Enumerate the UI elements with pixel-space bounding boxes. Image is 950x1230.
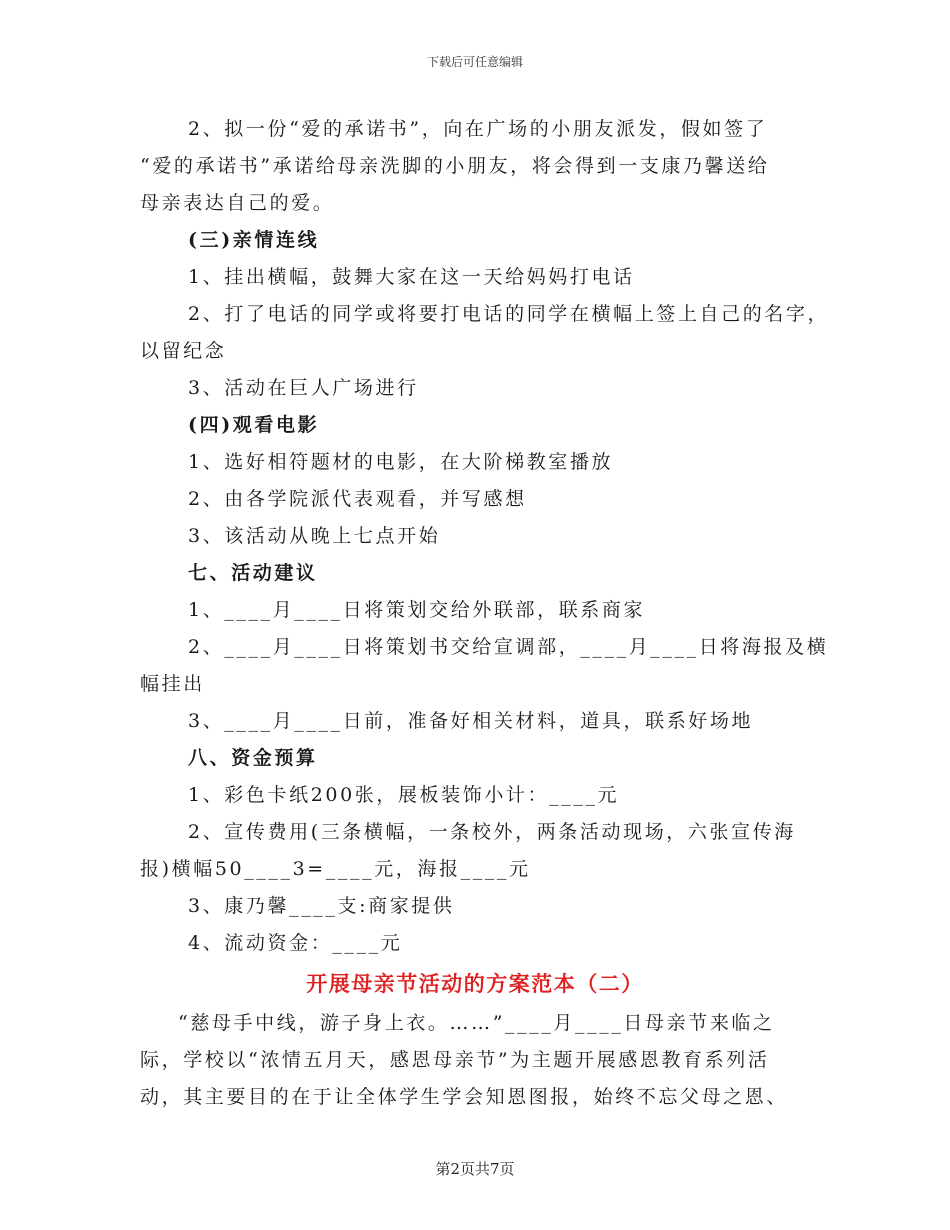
text-line: 2、打了电话的同学或将要打电话的同学在横幅上签上自己的名字， bbox=[188, 303, 830, 325]
text-line: 1、____月____日将策划交给外联部，联系商家 bbox=[188, 599, 646, 621]
page-header: 下载后可任意编辑 bbox=[426, 55, 523, 69]
text-line: 2、拟一份“爱的承诺书”，向在广场的小朋友派发，假如签了 bbox=[188, 118, 768, 140]
section-heading: 七、活动建议 bbox=[188, 562, 318, 584]
text-line: 1、彩色卡纸200张，展板装饰小计：____元 bbox=[188, 784, 620, 806]
subsection-heading: (四)观看电影 bbox=[188, 414, 320, 436]
subsection-heading: (三)亲情连线 bbox=[188, 229, 320, 251]
text-line: 3、康乃馨____支:商家提供 bbox=[188, 895, 455, 917]
text-line: 母亲表达自己的爱。 bbox=[140, 192, 335, 214]
text-line: 3、____月____日前，准备好相关材料，道具，联系好场地 bbox=[188, 710, 754, 732]
text-line: 4、流动资金：____元 bbox=[188, 932, 403, 954]
paragraph-line: 动，其主要目的在于让全体学生学会知恩图报，始终不忘父母之恩、 bbox=[140, 1086, 789, 1108]
section-title: 开展母亲节活动的方案范本（二） bbox=[306, 971, 644, 996]
text-line: 3、活动在巨人广场进行 bbox=[188, 377, 419, 399]
text-line: 幅挂出 bbox=[140, 673, 205, 695]
text-line: 2、由各学院派代表观看，并写感想 bbox=[188, 488, 527, 510]
text-line: 1、挂出横幅，鼓舞大家在这一天给妈妈打电话 bbox=[188, 266, 635, 288]
text-line: 3、该活动从晚上七点开始 bbox=[188, 525, 441, 547]
text-line: 2、宣传费用(三条横幅，一条校外，两条活动现场，六张宣传海 bbox=[188, 821, 796, 843]
text-line: 报)横幅50____3=____元，海报____元 bbox=[140, 858, 531, 880]
text-line: 1、选好相符题材的电影，在大阶梯教室播放 bbox=[188, 451, 614, 473]
page-footer: 第2页共7页 bbox=[435, 1160, 515, 1178]
section-heading: 八、资金预算 bbox=[188, 747, 318, 769]
text-line: 2、____月____日将策划书交给宣调部，____月____日将海报及横 bbox=[188, 636, 829, 658]
paragraph-line: “慈母手中线，游子身上衣。……”____月____日母亲节来临之 bbox=[178, 1012, 775, 1034]
text-line: “爱的承诺书”承诺给母亲洗脚的小朋友，将会得到一支康乃馨送给 bbox=[140, 155, 770, 177]
text-line: 以留纪念 bbox=[140, 340, 227, 362]
paragraph-line: 际，学校以“浓情五月天，感恩母亲节”为主题开展感恩教育系列活 bbox=[140, 1049, 770, 1071]
